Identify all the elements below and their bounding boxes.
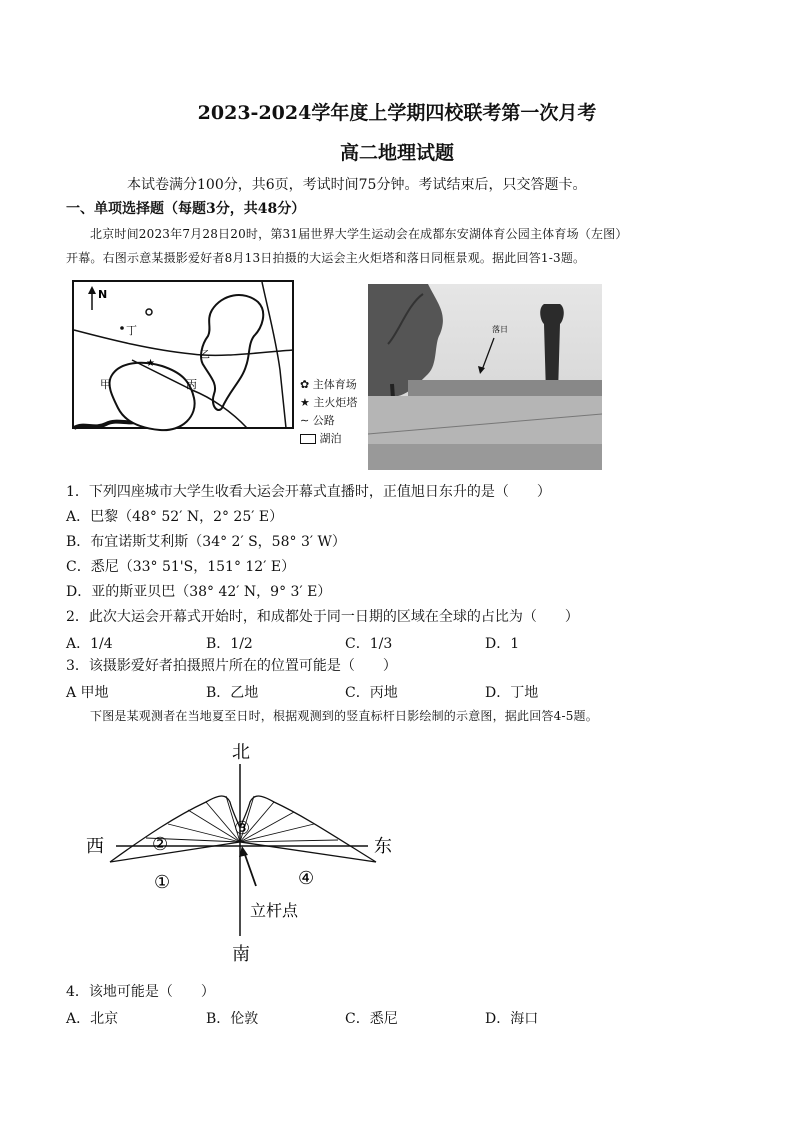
q4-option-c: C．悉尼	[345, 1011, 398, 1027]
intro-line-1: 北京时间2023年7月28日20时，第31届世界大学生运动会在成都东安湖体育公园主体育场（左图）	[90, 227, 628, 241]
q2-option-a: A．1/4	[66, 636, 113, 652]
stadium-map	[72, 280, 297, 452]
zone-4: ④	[298, 868, 315, 889]
pole-label: 立杆点	[250, 901, 299, 920]
q2-option-d: D．1	[485, 636, 520, 652]
q3-option-d: D．丁地	[485, 685, 539, 701]
legend-torch: 主火炬塔	[313, 396, 358, 409]
label-north: 北	[232, 742, 250, 763]
q1-option-a: A．巴黎（48° 52′ N，2° 25′ E）	[66, 509, 284, 525]
q1-option-b: B．布宜诺斯艾利斯（34° 2′ S，58° 3′ W）	[66, 534, 346, 550]
label-south: 南	[232, 944, 250, 965]
question-2: 2．此次大运会开幕式开始时，和成都处于同一日期的区域在全球的占比为（ ）	[66, 609, 579, 625]
label-west: 西	[86, 836, 104, 857]
torch-legend-icon: ★	[300, 396, 310, 409]
label-east: 东	[374, 836, 392, 857]
q4-option-a: A．北京	[66, 1011, 119, 1027]
map-legend	[300, 376, 357, 448]
exam-title: 2023-2024学年度上学期四校联考第一次月考	[197, 102, 597, 124]
zone-2: ②	[152, 834, 169, 855]
exam-note: 本试卷满分100分，共6页，考试时间75分钟。考试结束后，只交答题卡。	[127, 177, 587, 193]
question-4: 4．该地可能是（ ）	[66, 984, 215, 1000]
q4-option-d: D．海口	[485, 1011, 539, 1027]
section-heading: 一、单项选择题（每题3分，共48分）	[66, 201, 306, 217]
q2-option-c: C．1/3	[345, 636, 393, 652]
sunset-label: 落日	[492, 325, 508, 334]
q3-option-a: A 甲地	[66, 685, 109, 701]
legend-stadium: 主体育场	[312, 378, 357, 391]
q3-option-b: B．乙地	[206, 685, 259, 701]
zone-3: ③	[234, 818, 251, 839]
place-bing: 丙	[186, 378, 197, 391]
zone-1: ①	[154, 872, 171, 893]
lake-legend-icon	[300, 434, 316, 444]
q2-option-b: B．1/2	[206, 636, 253, 652]
place-ding: 丁	[126, 324, 137, 337]
road-legend-icon: ∼	[300, 414, 310, 427]
legend-lake: 湖泊	[319, 432, 342, 445]
stadium-legend-icon: ✿	[300, 378, 310, 391]
question-3: 3．该摄影爱好者拍摄照片所在的位置可能是（ ）	[66, 658, 397, 674]
torch-marker-icon: ★	[146, 358, 155, 369]
place-yi: 乙	[200, 350, 210, 361]
place-jia: 甲	[100, 378, 111, 391]
q1-option-d: D．亚的斯亚贝巴（38° 42′ N，9° 3′ E）	[66, 584, 332, 600]
torch-sunset-photo	[368, 284, 602, 470]
question-1: 1．下列四座城市大学生收看大运会开幕式直播时，正值旭日东升的是（ ）	[66, 484, 551, 500]
section2-intro: 下图是某观测者在当地夏至日时，根据观测到的竖直标杆日影绘制的示意图，据此回答4-5题。	[90, 709, 598, 723]
exam-subtitle: 高二地理试题	[339, 142, 454, 164]
q1-option-c: C．悉尼（33° 51'S，151° 12′ E）	[66, 559, 296, 575]
north-label: N	[98, 288, 108, 301]
shadow-diagram	[76, 736, 406, 968]
q4-option-b: B．伦敦	[206, 1011, 259, 1027]
intro-line-2: 开幕。右图示意某摄影爱好者8月13日拍摄的大运会主火炬塔和落日同框景观。据此回答1-3题。	[66, 251, 586, 265]
q3-option-c: C．丙地	[345, 685, 398, 701]
legend-road: 公路	[312, 414, 335, 427]
